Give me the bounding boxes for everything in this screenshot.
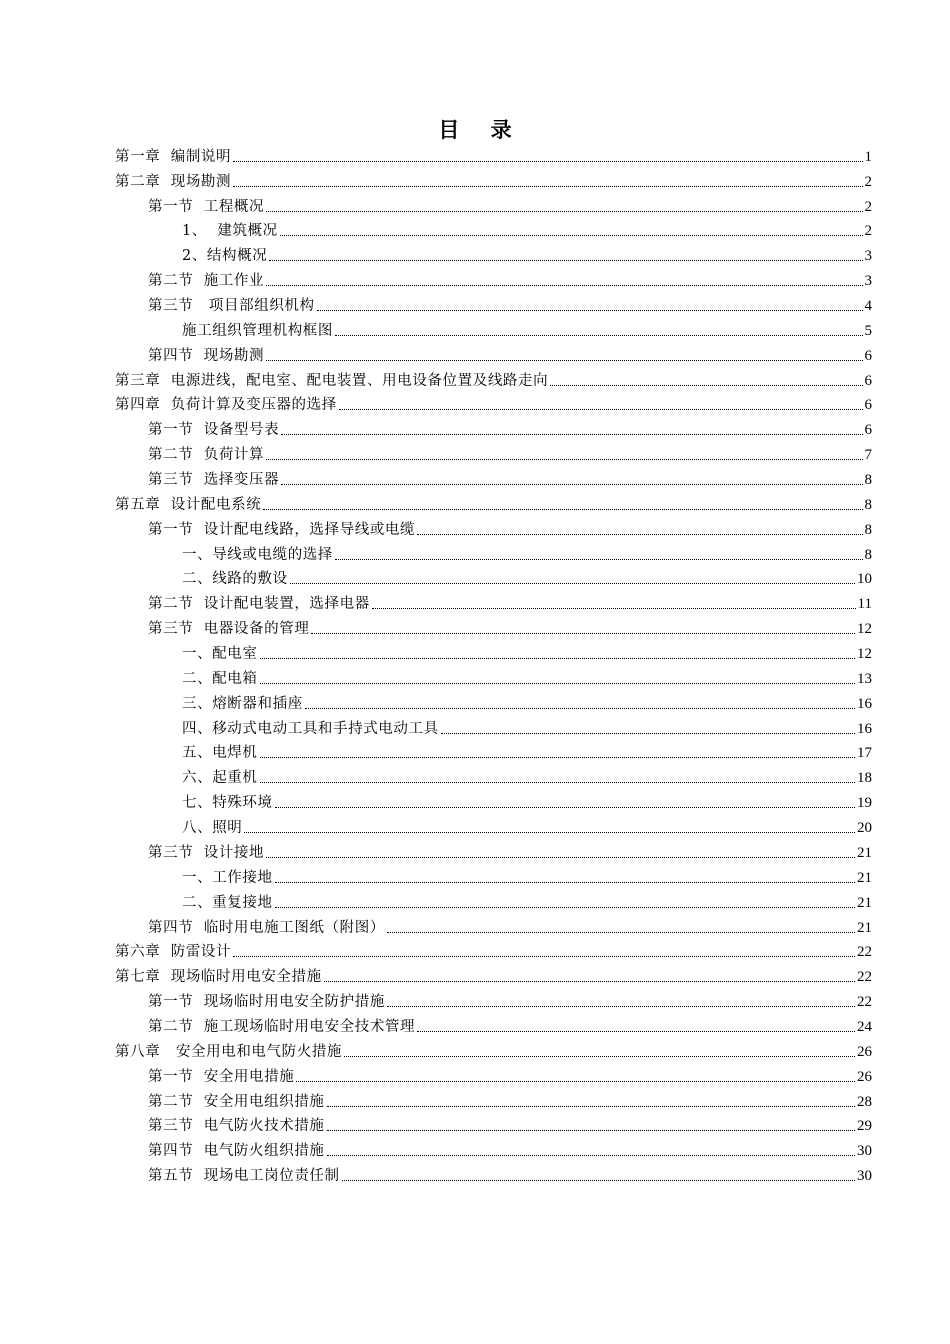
toc-dot-leader [342,1180,855,1181]
toc-entry[interactable] [182,663,872,688]
toc-dot-leader [327,1130,855,1131]
toc-entry[interactable] [148,290,872,315]
toc-entry-page-number: 22 [857,969,872,986]
toc-entry[interactable] [115,1036,872,1061]
toc-entry[interactable] [148,340,872,365]
toc-dot-leader [305,708,855,709]
toc-entry-page-number: 17 [857,745,872,762]
toc-dot-leader [233,161,862,162]
toc-entry-page-number: 2 [864,173,872,190]
toc-entry-label: 第五节 现场电工岗位责任制 [148,1168,340,1185]
toc-entry-label: 四、移动式电动工具和手持式电动工具 [182,720,439,737]
toc-dot-leader [269,260,862,261]
toc-dot-leader [550,385,862,386]
toc-entry-page-number: 28 [857,1093,872,1110]
toc-entry-page-number: 2 [864,198,872,215]
toc-entry[interactable] [182,315,872,340]
toc-dot-leader [260,782,856,783]
toc-entry-page-number: 18 [857,770,872,787]
toc-entry[interactable] [115,365,872,390]
toc-entry[interactable] [148,1086,872,1111]
toc-entry-page-number: 8 [864,521,872,538]
toc-entry-label: 二、配电箱 [182,670,258,687]
toc-entry-page-number: 8 [864,546,872,563]
toc-entry[interactable] [148,1011,872,1036]
toc-dot-leader [339,409,863,410]
toc-entry-label: 第一节 设计配电线路，选择导线或电缆 [148,521,416,538]
toc-entry[interactable] [148,191,872,216]
toc-entry-label: 第四节 现场勘测 [148,347,265,364]
toc-entry-label: 第二节 设计配电装置，选择电器 [148,596,370,613]
toc-dot-leader [266,285,862,286]
toc-entry-label: 1、 建筑概况 [182,223,278,240]
toc-entry-label: 一、配电室 [182,646,258,663]
toc-dot-leader [281,434,862,435]
toc-dot-leader [327,1106,855,1107]
toc-entry[interactable] [148,514,872,539]
toc-entry-page-number: 16 [857,695,872,712]
toc-dot-leader [372,608,856,609]
toc-dot-leader [387,932,855,933]
toc-entry-page-number: 29 [857,1118,872,1135]
toc-entry-label: 第二章 现场勘测 [115,173,232,190]
toc-entry[interactable] [182,638,872,663]
toc-entry[interactable] [182,763,872,788]
toc-entry-label: 二、重复接地 [182,894,273,911]
toc-entry-label: 2、结构概况 [182,248,268,265]
toc-entry-label: 第一节 设备型号表 [148,422,280,439]
toc-entry-page-number: 30 [857,1143,872,1160]
toc-entry-label: 六、起重机 [182,770,258,787]
toc-dot-leader [290,583,855,584]
toc-entry-page-number: 21 [857,919,872,936]
toc-entry-label: 五、电焊机 [182,745,258,762]
toc-entry-label: 第二节 施工现场临时用电安全技术管理 [148,1018,416,1035]
toc-entry-label: 第二节 施工作业 [148,273,265,290]
toc-dot-leader [266,459,862,460]
toc-dot-leader [233,186,862,187]
toc-entry[interactable] [182,887,872,912]
toc-entry[interactable] [182,216,872,241]
toc-entry-page-number: 6 [864,347,872,364]
toc-entry-page-number: 8 [864,496,872,513]
toc-entry-label: 第六章 防雷设计 [115,944,232,961]
toc-dot-leader [233,956,855,957]
toc-dot-leader [296,1081,855,1082]
toc-entry[interactable] [182,564,872,589]
toc-dot-leader [263,509,862,510]
toc-entry-label: 第一章 编制说明 [115,148,232,165]
toc-dot-leader [260,658,856,659]
toc-entry[interactable] [115,489,872,514]
toc-entry-label: 第三节 项目部组织机构 [148,298,315,315]
toc-dot-leader [260,683,856,684]
toc-dot-leader [387,1006,855,1007]
toc-entry-label: 第一节 工程概况 [148,198,265,215]
toc-entry[interactable] [182,688,872,713]
toc-dot-leader [417,534,862,535]
toc-entry-page-number: 8 [864,472,872,489]
toc-entry-page-number: 13 [857,670,872,687]
toc-entry-page-number: 26 [857,1043,872,1060]
toc-dot-leader [327,1155,855,1156]
toc-entry[interactable] [148,986,872,1011]
toc-dot-leader [275,907,855,908]
toc-entry-label: 八、照明 [182,820,243,837]
toc-entry[interactable] [148,414,872,439]
toc-entry-page-number: 12 [857,646,872,663]
toc-entry-label: 第五章 设计配电系统 [115,496,262,513]
toc-entry-page-number: 3 [864,273,872,290]
toc-entry[interactable] [148,439,872,464]
toc-entry-label: 第四节 电气防火组织措施 [148,1143,325,1160]
toc-entry-page-number: 20 [857,820,872,837]
toc-entry-page-number: 12 [857,621,872,638]
toc-entry[interactable] [148,464,872,489]
toc-entry-label: 第三节 电气防火技术措施 [148,1118,325,1135]
toc-dot-leader [324,981,855,982]
toc-entry-page-number: 26 [857,1068,872,1085]
toc-entry-label: 第四节 临时用电施工图纸（附图） [148,919,385,936]
toc-dot-leader [275,882,855,883]
toc-entry[interactable] [115,390,872,415]
toc-entry[interactable] [182,240,872,265]
toc-entry-page-number: 22 [857,944,872,961]
toc-entry-page-number: 2 [864,223,872,240]
toc-dot-leader [280,235,863,236]
toc-entry-page-number: 6 [864,422,872,439]
toc-entry-label: 第八章 安全用电和电气防火措施 [115,1043,343,1060]
toc-entry-label: 第一节 现场临时用电安全防护措施 [148,994,385,1011]
toc-dot-leader [281,484,862,485]
toc-entry-label: 三、熔断器和插座 [182,695,303,712]
toc-entry-page-number: 21 [857,844,872,861]
toc-dot-leader [335,559,863,560]
toc-entry-page-number: 11 [857,596,872,613]
toc-entry[interactable] [182,812,872,837]
toc-entry-page-number: 6 [864,372,872,389]
toc-entry-label: 第二节 安全用电组织措施 [148,1093,325,1110]
toc-entry[interactable] [148,588,872,613]
toc-dot-leader [266,360,862,361]
toc-entry-page-number: 24 [857,1018,872,1035]
toc-entry-label: 第七章 现场临时用电安全措施 [115,969,322,986]
toc-entry[interactable] [182,539,872,564]
toc-entry[interactable] [148,1061,872,1086]
toc-entry[interactable] [115,141,872,166]
toc-entry-label: 第一节 安全用电措施 [148,1068,295,1085]
toc-dot-leader [344,1056,855,1057]
toc-entry-page-number: 19 [857,795,872,812]
toc-dot-leader [266,211,862,212]
toc-entry-page-number: 5 [864,322,872,339]
toc-dot-leader [317,310,863,311]
toc-entry-label: 第三节 选择变压器 [148,472,280,489]
toc-entry-page-number: 22 [857,994,872,1011]
toc-dot-leader [266,857,855,858]
toc-entry-page-number: 30 [857,1168,872,1185]
toc-entry-label: 七、特殊环境 [182,795,273,812]
toc-entry-label: 一、工作接地 [182,869,273,886]
toc-dot-leader [260,757,856,758]
toc-entry-label: 一、导线或电缆的选择 [182,546,333,563]
toc-entry-page-number: 1 [864,148,872,165]
toc-entry[interactable] [115,937,872,962]
toc-entry[interactable] [182,862,872,887]
toc-dot-leader [417,1031,855,1032]
toc-entry[interactable] [148,265,872,290]
toc-entry-page-number: 21 [857,869,872,886]
toc-entry[interactable] [148,613,872,638]
toc-entry-label: 第三节 设计接地 [148,844,265,861]
toc-dot-leader [311,633,855,634]
toc-entry-page-number: 16 [857,720,872,737]
toc-entry-page-number: 21 [857,894,872,911]
toc-dot-leader [244,832,855,833]
toc-dot-leader [335,335,863,336]
toc-entry[interactable] [148,837,872,862]
toc-entry[interactable] [182,738,872,763]
toc-entry[interactable] [148,1135,872,1160]
toc-entry[interactable] [115,166,872,191]
toc-entry-label: 第二节 负荷计算 [148,447,265,464]
toc-entry-page-number: 10 [857,571,872,588]
toc-entry-label: 第四章 负荷计算及变压器的选择 [115,397,337,414]
toc-entry[interactable] [182,713,872,738]
toc-entry-label: 第三章 电源进线，配电室、配电装置、用电设备位置及线路走向 [115,372,549,389]
toc-dot-leader [275,807,855,808]
page-title: 目 录 [438,117,524,142]
toc-entry-label: 二、线路的敷设 [182,571,288,588]
toc-dot-leader [441,733,855,734]
toc-entry-page-number: 6 [864,397,872,414]
toc-entry-page-number: 7 [864,447,872,464]
toc-entry[interactable] [115,961,872,986]
toc-entry[interactable] [182,787,872,812]
toc-entry-label: 第三节 电器设备的管理 [148,621,310,638]
toc-entry-page-number: 4 [864,298,872,315]
toc-entry[interactable] [148,912,872,937]
toc-entry-label: 施工组织管理机构框图 [182,322,333,339]
toc-entry-page-number: 3 [864,248,872,265]
toc-entry[interactable] [148,1160,872,1185]
toc-entry[interactable] [148,1111,872,1136]
